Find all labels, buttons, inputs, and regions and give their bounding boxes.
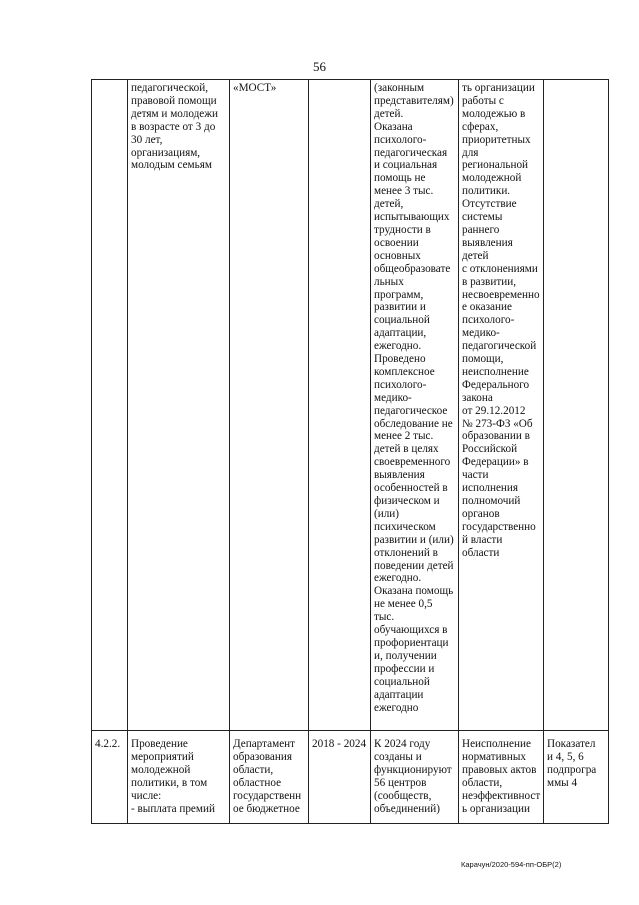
table-row [92,731,609,824]
table-row [92,80,609,731]
measure-name-cell: педагогической, правовой помощи детям и молодежи в возрасте от 3 до 30 лет, организациям, молодым семьям [128,80,230,731]
indicators-cell [544,80,609,731]
measures-table [91,79,609,824]
page-number: 56 [313,59,326,74]
executor-cell: Департамент образования области, областное государственн ое бюджетное [230,731,309,824]
row-number-cell [92,80,128,731]
expected-result-cell: К 2024 году созданы и функционируют 56 центров (сообществ, объединений) [371,731,459,824]
measure-name-cell: Проведение мероприятий молодежной политики, в том числе: - выплата премий [128,731,230,824]
period-cell: 2018 - 2024 [309,731,371,824]
period-cell [309,80,371,731]
row-number-cell: 4.2.2. [92,731,128,824]
document-footer: Карачун/2020-594-пп-ОБР(2) [461,860,562,869]
executor-cell: «МОСТ» [230,80,309,731]
consequences-cell: ть организации работы с молодежью в сферах, приоритетных для региональной молодежной политики. Отсутствие системы раннего выявления детей с отклонениями в развитии, несвоевременно е оказание психолого- медико- педагогической помощи, неисполнение Федерального закона от 29.12.2012 № 273-ФЗ «Об образовании в Российской Федерации» в части исполнения полномочий органов государственно й власти области [459,80,544,731]
consequences-cell: Неисполнение нормативных правовых актов области, неэффективност ь организации [459,731,544,824]
indicators-cell: Показател и 4, 5, 6 подпрогра ммы 4 [544,731,609,824]
expected-result-cell: (законным представителям) детей. Оказана психолого- педагогическая и социальная помощь не менее 3 тыс. детей, испытывающих трудности в освоении основных общеобразовате льных программ, развитии и социальной адаптации, ежегодно. Проведено комплексное психолого- медико- педагогическое обследование не менее 2 тыс. детей в целях своевременного выявления особенностей в физическом и (или) психическом развитии и (или) отклонений в поведении детей ежегодно. Оказана помощь не менее 0,5 тыс. обучающихся в профориентаци и, получении профессии и социальной адаптации ежегодно [371,80,459,731]
